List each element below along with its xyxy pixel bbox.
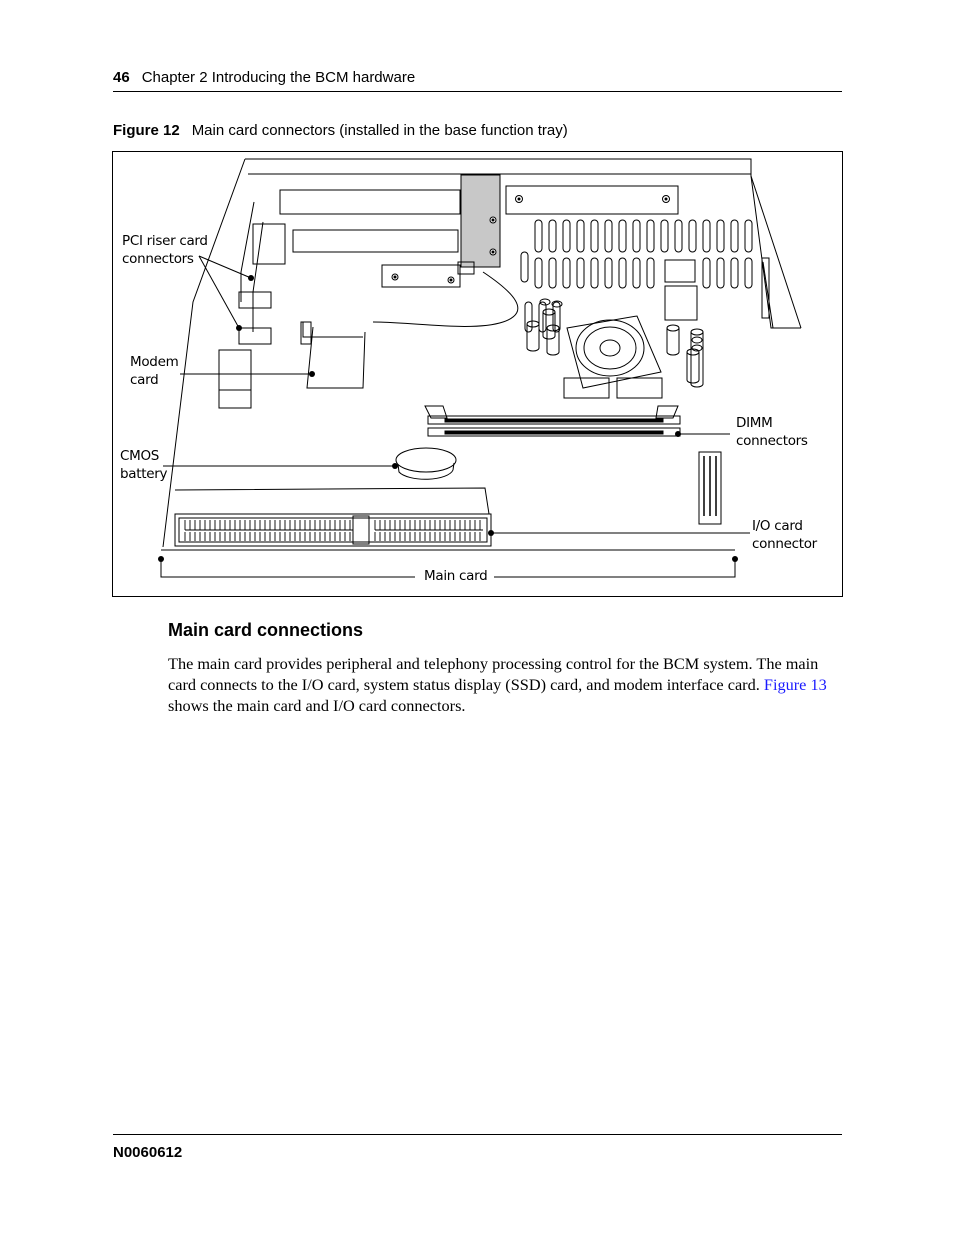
figure-caption-text: Main card connectors (installed in the base function tray) [191, 122, 568, 139]
modem-card-callout [130, 353, 178, 389]
main-card-diagram [113, 152, 842, 596]
dimm-connectors-callout [736, 414, 808, 450]
paragraph-tail: shows the main card and I/O card connectors. [168, 696, 466, 715]
section-heading: Main card connections [168, 620, 364, 640]
running-footer [113, 1134, 842, 1161]
modem-card-callout-line1: Modem [130, 354, 179, 370]
dimm-connectors-callout-line1: DIMM [736, 415, 773, 431]
io-card-connector-callout-line2: connector [752, 536, 817, 552]
page-number: 46 [113, 69, 130, 86]
running-header [113, 69, 842, 92]
modem-card-callout-line2: card [130, 372, 159, 388]
figure-illustration [112, 151, 843, 597]
cmos-battery-callout [120, 447, 167, 483]
figure-13-link[interactable]: Figure 13 [763, 675, 827, 694]
pci-riser-callout-line1: PCI riser card [122, 233, 208, 249]
io-card-connector-callout [752, 517, 817, 553]
main-card-callout: Main card [424, 568, 488, 584]
pci-riser-callout-line2: connectors [122, 251, 194, 267]
body-paragraph [168, 653, 838, 716]
io-card-connector-callout-line1: I/O card [752, 518, 803, 534]
document-number: N0060612 [113, 1144, 183, 1161]
paragraph-lead: The main card provides peripheral and telephony processing control for the BCM system. The main card connects to the I/O card, system status display (SSD) card, and modem interface card. [168, 654, 819, 694]
pci-riser-callout [122, 232, 208, 268]
dimm-connectors-callout-line2: connectors [736, 433, 808, 449]
figure-label: Figure 12 [113, 122, 180, 139]
cmos-battery-callout-line1: CMOS [120, 448, 160, 464]
figure-caption [113, 122, 568, 139]
cmos-battery-callout-line2: battery [120, 466, 168, 482]
chapter-title: Chapter 2 Introducing the BCM hardware [141, 69, 416, 86]
